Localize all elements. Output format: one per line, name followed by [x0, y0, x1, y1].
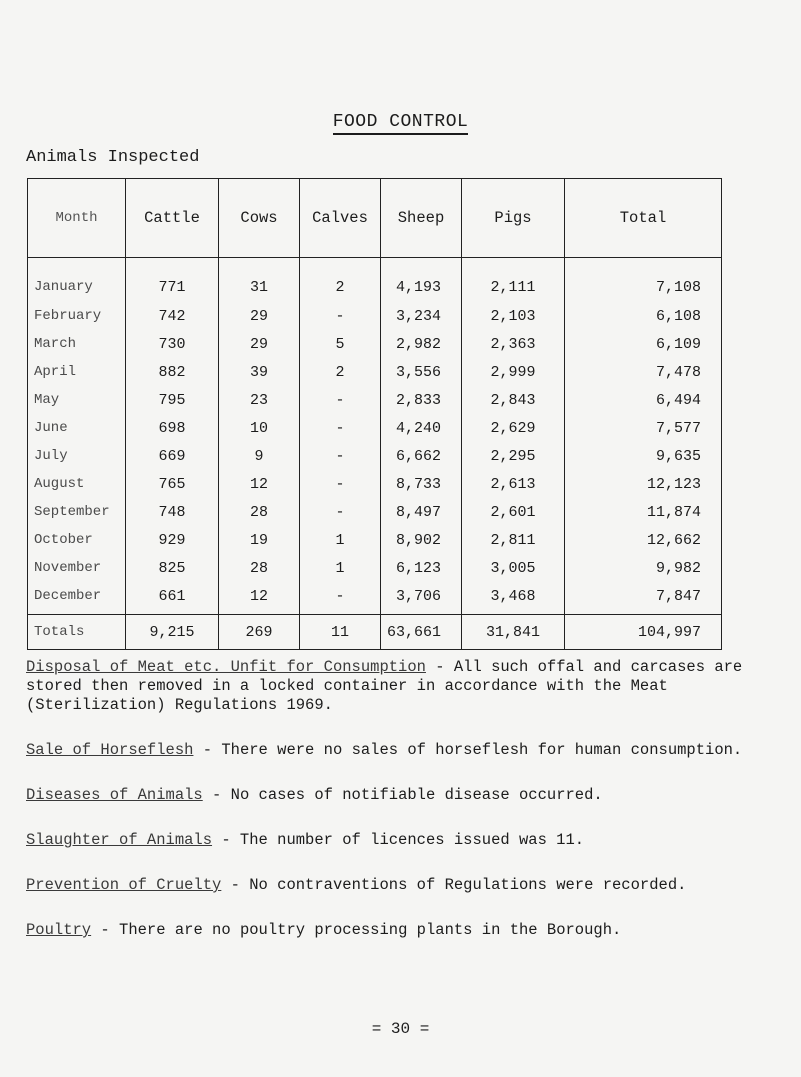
table-cell-calves: - [300, 442, 381, 470]
header-calves: Calves [300, 179, 381, 258]
table-header-row [28, 179, 722, 258]
table-cell-month: June [28, 414, 126, 442]
table-row [28, 498, 722, 526]
table-cell-cattle: 795 [126, 386, 219, 414]
table-cell-pigs: 2,999 [462, 358, 565, 386]
table-cell-cattle: 748 [126, 498, 219, 526]
notes-section [26, 658, 796, 966]
table-cell-pigs: 3,005 [462, 554, 565, 582]
table-cell-calves: 2 [300, 258, 381, 303]
header-cattle: Cattle [126, 179, 219, 258]
page-number: = 30 = [371, 1020, 430, 1038]
table-cell-month: May [28, 386, 126, 414]
table-cell-cattle: 882 [126, 358, 219, 386]
table-cell-month: September [28, 498, 126, 526]
table-cell-calves: 1 [300, 526, 381, 554]
table-cell-pigs: 2,843 [462, 386, 565, 414]
table-cell-pigs: 2,811 [462, 526, 565, 554]
table-cell-month: March [28, 330, 126, 358]
note-paragraph [26, 831, 796, 850]
table-cell-month: October [28, 526, 126, 554]
table-cell-sheep: 6,123 [381, 554, 462, 582]
note-label: Disposal of Meat etc. Unfit for Consumption [26, 658, 426, 676]
note-label: Prevention of Cruelty [26, 876, 222, 894]
table-cell-cattle: 698 [126, 414, 219, 442]
table-row [28, 302, 722, 330]
table-cell-cattle: 661 [126, 582, 219, 615]
table-cell-sheep: 8,497 [381, 498, 462, 526]
table-cell-cattle: 730 [126, 330, 219, 358]
table-row [28, 358, 722, 386]
table-cell-cows: 29 [219, 302, 300, 330]
table-cell-cows: 19 [219, 526, 300, 554]
table-row [28, 526, 722, 554]
table-row [28, 554, 722, 582]
table-cell-sheep: 3,234 [381, 302, 462, 330]
note-paragraph [26, 741, 796, 760]
table-cell-total: 6,108 [565, 302, 722, 330]
table-cell-total: 7,577 [565, 414, 722, 442]
table-cell-pigs: 2,601 [462, 498, 565, 526]
note-label: Sale of Horseflesh [26, 741, 194, 759]
table-cell-month: January [28, 258, 126, 303]
table-cell-cattle: 765 [126, 470, 219, 498]
table-cell-pigs: 2,111 [462, 258, 565, 303]
table-cell-total: 11,874 [565, 498, 722, 526]
table-row [28, 258, 722, 303]
table-cell-pigs: 2,295 [462, 442, 565, 470]
table-cell-total: 9,982 [565, 554, 722, 582]
table-cell-total: 6,109 [565, 330, 722, 358]
table-cell-calves: 2 [300, 358, 381, 386]
table-cell-total: 7,108 [565, 258, 722, 303]
table-cell-month: November [28, 554, 126, 582]
table-cell-total: 9,635 [565, 442, 722, 470]
table-cell-sheep: 3,556 [381, 358, 462, 386]
header-pigs: Pigs [462, 179, 565, 258]
table-cell-cows: 39 [219, 358, 300, 386]
header-month: Month [28, 179, 126, 258]
totals-cell-sheep: 63,661 [381, 615, 462, 650]
page-title: FOOD CONTROL [0, 112, 801, 132]
table-cell-sheep: 2,833 [381, 386, 462, 414]
table-cell-cows: 23 [219, 386, 300, 414]
table-cell-cows: 28 [219, 498, 300, 526]
table-cell-calves: 1 [300, 554, 381, 582]
table-cell-calves: - [300, 414, 381, 442]
table-cell-month: August [28, 470, 126, 498]
table-row [28, 470, 722, 498]
note-text: - There were no sales of horseflesh for human consumption. [193, 741, 743, 759]
table-cell-sheep: 4,240 [381, 414, 462, 442]
note-paragraph [26, 921, 796, 940]
table-cell-cattle: 771 [126, 258, 219, 303]
table-row [28, 414, 722, 442]
table-cell-sheep: 4,193 [381, 258, 462, 303]
totals-cell-cattle: 9,215 [126, 615, 219, 650]
table-cell-month: December [28, 582, 126, 615]
table-cell-pigs: 2,103 [462, 302, 565, 330]
header-sheep: Sheep [381, 179, 462, 258]
totals-cell-month: Totals [28, 615, 126, 650]
header-total: Total [565, 179, 722, 258]
animals-inspected-table [27, 178, 722, 650]
note-text: - All such offal and carcases are stored then removed in a locked container in accordance with the Meat (Sterilization) Regulations 1969. [26, 658, 743, 714]
table-cell-month: July [28, 442, 126, 470]
table-row [28, 330, 722, 358]
table-cell-cows: 12 [219, 470, 300, 498]
table-cell-pigs: 3,468 [462, 582, 565, 615]
totals-cell-cows: 269 [219, 615, 300, 650]
table-cell-total: 6,494 [565, 386, 722, 414]
table-cell-cattle: 669 [126, 442, 219, 470]
table-cell-sheep: 8,902 [381, 526, 462, 554]
note-label: Slaughter of Animals [26, 831, 213, 849]
table-cell-sheep: 8,733 [381, 470, 462, 498]
table-cell-sheep: 2,982 [381, 330, 462, 358]
table-cell-calves: - [300, 498, 381, 526]
table-row [28, 582, 722, 615]
note-text: - The number of licences issued was 11. [212, 831, 585, 849]
note-text: - No contraventions of Regulations were recorded. [221, 876, 687, 894]
table-row [28, 442, 722, 470]
table-cell-calves: - [300, 582, 381, 615]
note-paragraph [26, 876, 796, 895]
table-cell-cattle: 742 [126, 302, 219, 330]
table-cell-cattle: 929 [126, 526, 219, 554]
table-cell-month: February [28, 302, 126, 330]
table-cell-total: 7,847 [565, 582, 722, 615]
note-paragraph [26, 786, 796, 805]
table-cell-cattle: 825 [126, 554, 219, 582]
table-cell-cows: 31 [219, 258, 300, 303]
note-text: - No cases of notifiable disease occurred. [202, 786, 603, 804]
totals-cell-total: 104,997 [565, 615, 722, 650]
table-cell-calves: 5 [300, 330, 381, 358]
table-cell-calves: - [300, 470, 381, 498]
note-label: Diseases of Animals [26, 786, 203, 804]
table-cell-pigs: 2,629 [462, 414, 565, 442]
table-cell-sheep: 3,706 [381, 582, 462, 615]
totals-cell-pigs: 31,841 [462, 615, 565, 650]
table-cell-total: 12,662 [565, 526, 722, 554]
totals-row [28, 615, 722, 650]
table-cell-sheep: 6,662 [381, 442, 462, 470]
table-cell-total: 12,123 [565, 470, 722, 498]
table-cell-cows: 28 [219, 554, 300, 582]
totals-cell-calves: 11 [300, 615, 381, 650]
table-cell-cows: 9 [219, 442, 300, 470]
note-label: Poultry [26, 921, 92, 939]
header-cows: Cows [219, 179, 300, 258]
table-cell-cows: 12 [219, 582, 300, 615]
table-row [28, 386, 722, 414]
table-cell-pigs: 2,613 [462, 470, 565, 498]
table-cell-calves: - [300, 386, 381, 414]
table-cell-cows: 10 [219, 414, 300, 442]
table-cell-cows: 29 [219, 330, 300, 358]
note-text: - There are no poultry processing plants in the Borough. [91, 921, 622, 939]
note-paragraph [26, 658, 796, 715]
table-cell-pigs: 2,363 [462, 330, 565, 358]
table-cell-calves: - [300, 302, 381, 330]
table-caption: Animals Inspected [26, 148, 200, 167]
table-cell-total: 7,478 [565, 358, 722, 386]
table-cell-month: April [28, 358, 126, 386]
